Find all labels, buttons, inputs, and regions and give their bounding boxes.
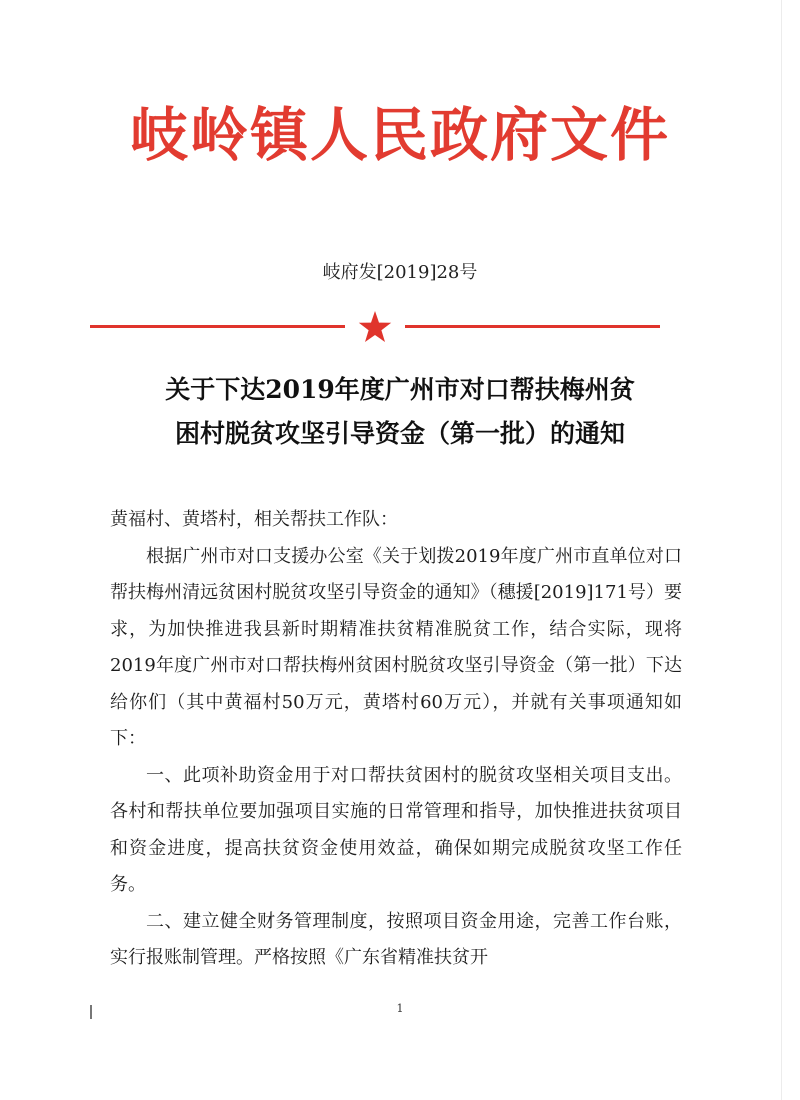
red-divider xyxy=(90,310,660,344)
notice-title-line-2: 困村脱贫攻坚引导资金（第一批）的通知 xyxy=(174,419,625,448)
salutation: 黄福村、黄塔村，相关帮扶工作队： xyxy=(110,509,398,530)
scan-edge-line xyxy=(781,0,782,1100)
paragraph-item-2: 二、建立健全财务管理制度，按照项目资金用途，完善工作台账，实行报账制管理。严格按照《广东省精准扶贫开 xyxy=(110,910,682,968)
notice-title xyxy=(110,368,690,456)
paragraph-item-1: 一、此项补助资金用于对口帮扶贫困村的脱贫攻坚相关项目支出。各村和帮扶单位要加强项目实施的日常管理和指导，加快推进扶贫项目和资金进度，提高扶贫资金使用效益，确保如期完成脱贫攻坚工作任务。 xyxy=(110,764,682,895)
paragraph-basis: 根据广州市对口支援办公室《关于划拨2019年度广州市直单位对口帮扶梅州清远贫困村脱贫攻坚引导资金的通知》（穗援[2019]171号）要求，为加快推进我县新时期精准扶贫精准脱贫工作，结合实际，现将2019年度广州市对口帮扶梅州贫困村脱贫攻坚引导资金（第一批）下达给你们（其中黄福村50万元，黄塔村60万元），并就有关事项通知如下： xyxy=(110,545,682,749)
red-star-icon xyxy=(358,310,392,344)
divider-line-right xyxy=(405,325,660,328)
document-number: 岐府发[2019]28号 xyxy=(322,262,478,283)
notice-body xyxy=(110,502,682,977)
page-number: 1 xyxy=(396,1002,404,1015)
divider-line-left xyxy=(90,325,345,328)
notice-title-line-1: 关于下达2019年度广州市对口帮扶梅州贫 xyxy=(165,375,635,404)
issuer-title: 岐岭镇人民政府文件 xyxy=(129,101,670,169)
